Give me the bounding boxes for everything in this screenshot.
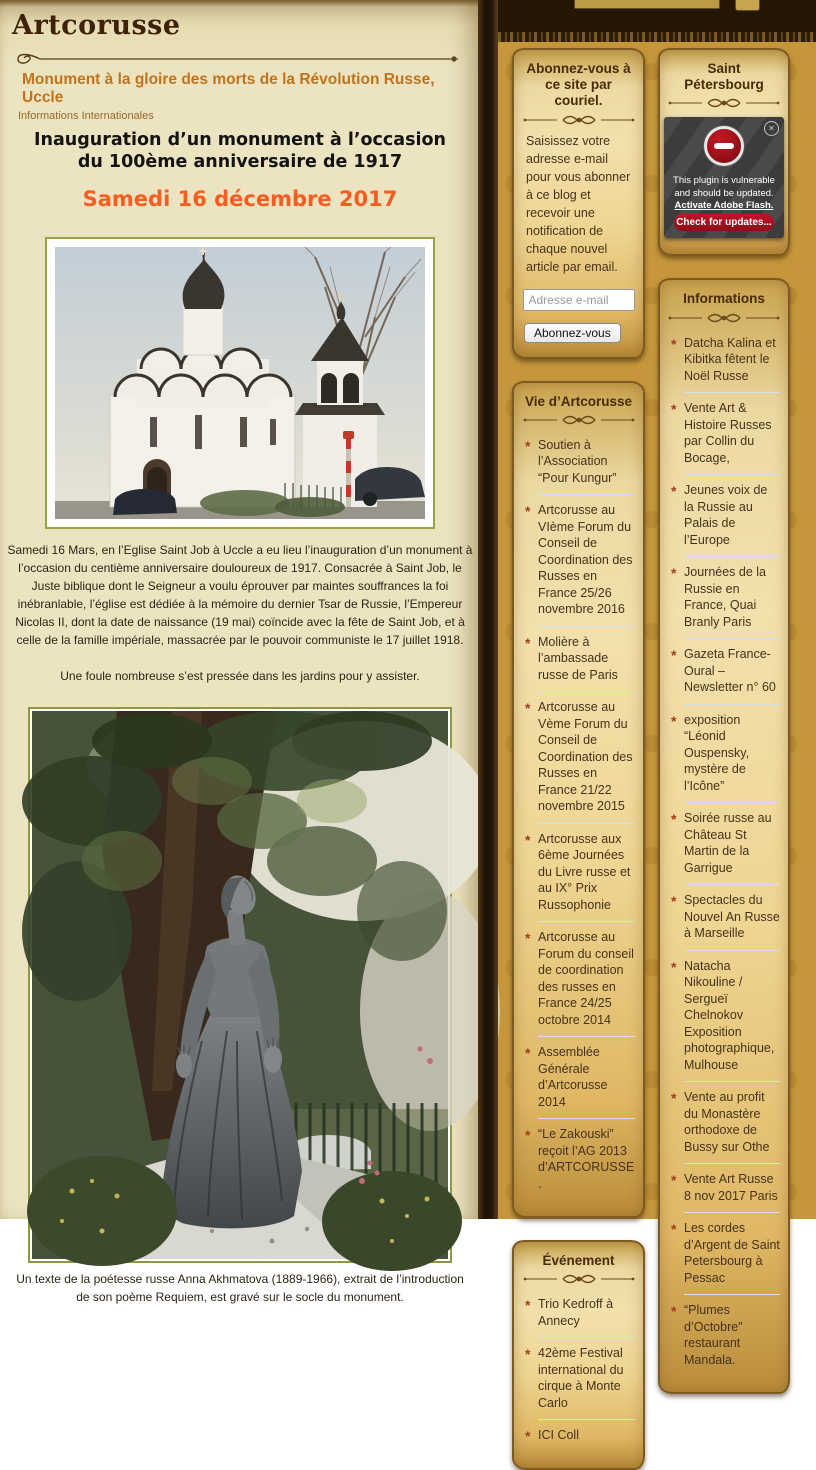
list-item[interactable] — [671, 802, 780, 884]
blocked-plugin-icon — [704, 126, 744, 166]
article-headline: Inauguration d’un monument à l’occasion du 100ème anniversaire de 1917 — [33, 130, 446, 172]
star-bullet-icon: * — [525, 930, 531, 947]
star-bullet-icon: * — [671, 811, 677, 828]
list-item-label: Jeunes voix de la Russie au Palais de l’Europe — [684, 483, 768, 547]
star-bullet-icon: * — [671, 401, 677, 418]
list-item[interactable] — [671, 638, 780, 704]
list-item[interactable] — [525, 921, 635, 1036]
star-bullet-icon: * — [525, 1297, 531, 1314]
flourish-icon — [523, 114, 635, 126]
list-item[interactable] — [671, 328, 780, 393]
star-bullet-icon: * — [671, 712, 677, 729]
widget-saint-petersbourg — [658, 48, 790, 256]
list-item[interactable] — [671, 1294, 780, 1376]
list-item-label: Artcorusse au Vème Forum du Conseil de Coordination des Russes en France 21/22 novembre 2015 — [538, 700, 633, 814]
evenement-list — [514, 1287, 643, 1456]
list-item-label: “Plumes d’Octobre” restaurant Mandala. — [684, 1303, 743, 1367]
church-photo[interactable] — [45, 237, 435, 529]
email-input[interactable] — [523, 289, 635, 311]
star-bullet-icon: * — [671, 483, 677, 500]
list-item[interactable] — [525, 430, 635, 495]
list-item[interactable] — [671, 1163, 780, 1212]
star-bullet-icon: * — [525, 437, 531, 454]
widget-title: Vie d’Artcorusse — [524, 393, 633, 409]
list-item[interactable] — [671, 950, 780, 1082]
sidebar-column-right — [658, 48, 790, 1394]
widget-title: Informations — [683, 291, 765, 307]
star-bullet-icon: * — [525, 1346, 531, 1363]
list-item-label: Artcorusse au Forum du conseil de coordination des russes en France 24/25 octobre 2014 — [538, 930, 634, 1027]
informations-list — [660, 326, 788, 1381]
list-item[interactable] — [525, 823, 635, 922]
list-item[interactable] — [671, 392, 780, 474]
widget-title: Saint Pétersbourg — [684, 61, 764, 93]
list-item-label: “Le Zakouski” reçoit l’AG 2013 d’ARTCORUSSE . — [538, 1127, 635, 1191]
star-bullet-icon: * — [525, 634, 531, 651]
flourish-icon — [668, 97, 780, 109]
widget-subscribe — [512, 48, 645, 359]
list-item-label: Journées de la Russie en France, Quai Branly Paris — [684, 565, 767, 629]
list-item-label: Artcorusse aux 6ème Journées du Livre russe et au IX° Prix Russophonie — [538, 831, 631, 912]
list-item[interactable] — [525, 1419, 635, 1452]
widget-evenement — [512, 1240, 645, 1470]
check-updates-button[interactable]: Check for updates... — [674, 214, 774, 231]
widget-title: Abonnez-vous à ce site par couriel. — [526, 61, 631, 109]
photo-caption: Un texte de la poétesse russe Anna Akhmatova (1889-1966), extrait de l’introduction de son poème Requiem, est gravé sur le socle du monument. — [16, 1271, 464, 1304]
site-title[interactable]: Artcorusse — [12, 10, 181, 41]
list-item-label: Spectacles du Nouvel An Russe à Marseille — [684, 893, 780, 941]
close-icon[interactable]: ✕ — [764, 121, 779, 136]
article-paragraph-2: Une foule nombreuse s’est pressée dans les jardins pour y assister. — [60, 668, 420, 683]
list-item-label: Gazeta France-Oural – Newsletter n° 60 — [684, 647, 776, 695]
star-bullet-icon: * — [525, 1045, 531, 1062]
top-header-band — [498, 0, 816, 42]
post-title-link[interactable]: Monument à la gloire des morts de la Révolution Russe, Uccle — [22, 71, 435, 106]
star-bullet-icon: * — [671, 647, 677, 664]
widget-title: Événement — [542, 1253, 615, 1269]
list-item[interactable] — [671, 1081, 780, 1163]
article-date: Samedi 16 décembre 2017 — [82, 186, 398, 211]
vie-list — [514, 428, 643, 1205]
list-item-label: Soirée russe au Château St Martin de la Garrigue — [684, 811, 772, 875]
statue-photo-illustration — [32, 711, 448, 1259]
star-bullet-icon: * — [671, 335, 677, 352]
list-item[interactable] — [525, 691, 635, 823]
list-item-label: Artcorusse au VIème Forum du Conseil de Coordination des Russes en France 25/26 novembre 2016 — [538, 503, 633, 617]
flourish-icon — [523, 414, 635, 426]
list-item[interactable] — [525, 494, 635, 626]
flourish-icon — [523, 1273, 635, 1285]
list-item[interactable] — [671, 704, 780, 803]
flash-warning-text — [664, 175, 784, 212]
list-item[interactable] — [525, 1337, 635, 1419]
subscribe-button[interactable]: Abonnez-vous — [524, 323, 621, 343]
list-item-label: exposition “Léonid Ouspensky, mystère de l’Icône” — [684, 712, 750, 793]
star-bullet-icon: * — [525, 700, 531, 717]
star-bullet-icon: * — [671, 1221, 677, 1238]
list-item[interactable] — [525, 1036, 635, 1118]
star-bullet-icon: * — [671, 565, 677, 582]
list-item-label: 42ème Festival international du cirque à Monte Carlo — [538, 1346, 624, 1410]
flash-warning-line2: and should be updated. — [674, 187, 774, 199]
list-item-label: ICI Coll — [538, 1428, 579, 1443]
star-bullet-icon: * — [671, 1172, 677, 1189]
page-edge-divider — [478, 0, 498, 1219]
list-item[interactable] — [671, 556, 780, 638]
list-item-label: Assemblée Générale d’Artcorusse 2014 — [538, 1045, 608, 1109]
list-item-label: Trio Kedroff à Annecy — [538, 1297, 614, 1328]
star-bullet-icon: * — [525, 1428, 531, 1445]
list-item-label: Les cordes d’Argent de Saint Petersbourg à Pessac — [684, 1221, 780, 1285]
list-item[interactable] — [671, 884, 780, 950]
star-bullet-icon: * — [525, 503, 531, 520]
flash-plugin-warning — [664, 117, 784, 238]
star-bullet-icon: * — [671, 1303, 677, 1320]
list-item-label: Datcha Kalina et Kibitka fêtent le Noël Russe — [684, 335, 776, 383]
sidebar-column-left — [512, 48, 645, 1470]
star-bullet-icon: * — [671, 893, 677, 910]
sidebar-region — [498, 0, 816, 1445]
list-item-label: Natacha Nikouline / Sergueï Chelnokov Exposition photographique, Mulhouse — [684, 958, 775, 1072]
post-category-link[interactable]: Informations Internationales — [18, 110, 154, 122]
list-item-label: Soutien à l’Association “Pour Kungur” — [538, 437, 617, 485]
flash-warning-line1: This plugin is vulnerable — [673, 175, 775, 187]
star-bullet-icon: * — [671, 1090, 677, 1107]
statue-photo[interactable] — [28, 707, 452, 1263]
article-paragraph: Samedi 16 Mars, en l’Eglise Saint Job à Uccle a eu lieu l’inauguration d’un monument à l’occasion du centième anniversaire douloureux de 1917. Consacrée à Saint Job, le Juste biblique dont le Seigneur a voulu éprouver par maintes souffrances la foi inébranlable, l’église est dédiée à la mémoire du dernier Tsar de Russie, l’Empereur Nicolas II, dont la date de naissance (19 mai) coïncide avec la fête de Saint Job, et à celle de la famille impériale, massacrée par le pouvoir communiste le 17 juillet 1918. — [7, 542, 473, 647]
list-item-label: Vente Art & Histoire Russes par Collin du Bocage, — [684, 401, 772, 465]
church-photo-illustration — [55, 247, 425, 519]
search-button[interactable] — [735, 0, 760, 11]
list-item[interactable] — [525, 1289, 635, 1337]
list-item[interactable] — [525, 1118, 635, 1200]
widget-informations — [658, 278, 790, 1394]
star-bullet-icon: * — [525, 1127, 531, 1144]
widget-vie-artcorusse — [512, 381, 645, 1219]
subscribe-description: Saisissez votre adresse e-mail pour vous abonner à ce blog et recevoir une notification de chaque nouvel article par email. — [526, 133, 631, 275]
star-bullet-icon: * — [671, 958, 677, 975]
title-rule-decoration — [14, 51, 466, 67]
list-item-label: Vente au profit du Monastère orthodoxe de Bussy sur Othe — [684, 1090, 770, 1154]
list-item[interactable] — [671, 474, 780, 556]
search-input[interactable] — [574, 0, 720, 9]
flourish-icon — [668, 312, 780, 324]
list-item-label: Molière à l’ambassade russe de Paris — [538, 634, 618, 682]
list-item[interactable] — [525, 626, 635, 692]
list-item[interactable] — [671, 1212, 780, 1294]
activate-flash-link[interactable]: Activate Adobe Flash. — [674, 200, 774, 212]
star-bullet-icon: * — [525, 831, 531, 848]
list-item-label: Vente Art Russe 8 nov 2017 Paris — [684, 1172, 778, 1203]
